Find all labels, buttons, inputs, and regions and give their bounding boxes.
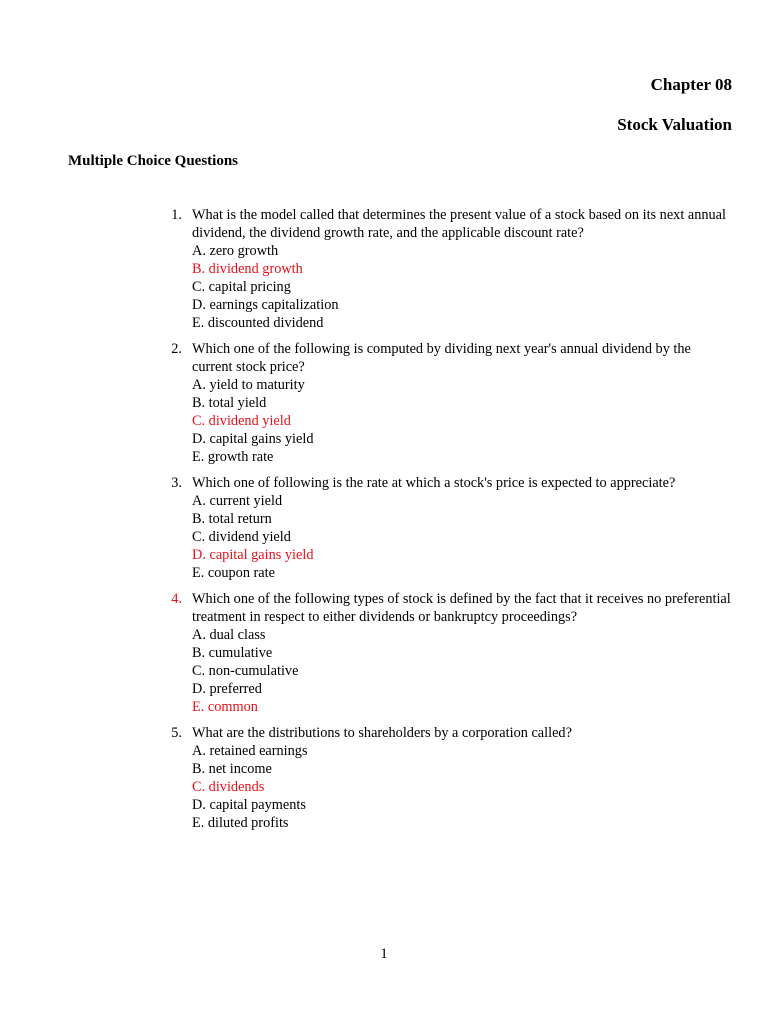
answer-option: C. capital pricing — [192, 279, 291, 295]
answer-option: E. diluted profits — [192, 815, 289, 831]
answer-option: D. capital gains yield — [192, 547, 314, 563]
question-body — [192, 474, 732, 582]
answer-option: E. common — [192, 699, 258, 715]
answer-option: C. dividend yield — [192, 413, 291, 429]
answer-option: A. zero growth — [192, 243, 279, 259]
page-title: Stock Valuation — [617, 115, 732, 134]
answer-option: C. dividends — [192, 779, 265, 795]
answer-option: A. retained earnings — [192, 743, 308, 759]
answer-option: C. non-cumulative — [192, 663, 299, 679]
section-title: Multiple Choice Questions — [68, 153, 239, 169]
question-number: 5. — [171, 725, 182, 741]
answer-option: A. yield to maturity — [192, 377, 305, 393]
question-number: 1. — [171, 207, 182, 223]
question-number: 4. — [171, 591, 182, 607]
page-number: 1 — [380, 946, 388, 962]
question-text: What are the distributions to shareholders by a corporation called? — [192, 725, 572, 741]
question-number: 3. — [171, 475, 182, 491]
question-body — [192, 206, 732, 332]
question-body — [192, 724, 732, 832]
answer-option: D. preferred — [192, 681, 262, 697]
question-body — [192, 340, 732, 466]
question-number: 2. — [171, 341, 182, 357]
answer-option: A. dual class — [192, 627, 266, 643]
chapter-heading: Chapter 08 — [650, 75, 732, 94]
answer-option: B. total return — [192, 511, 272, 527]
question-text: Which one of following is the rate at which a stock's price is expected to appreciate? — [192, 475, 676, 491]
answer-option: E. discounted dividend — [192, 315, 324, 331]
question-list — [160, 206, 732, 840]
answer-option: D. capital payments — [192, 797, 306, 813]
answer-option: D. earnings capitalization — [192, 297, 339, 313]
answer-option: D. capital gains yield — [192, 431, 314, 447]
question-item — [160, 340, 732, 466]
question-item — [160, 206, 732, 332]
answer-option: C. dividend yield — [192, 529, 291, 545]
answer-option: B. dividend growth — [192, 261, 303, 277]
question-text: Which one of the following types of stock is defined by the fact that it receives no preferential treatment in respect to either dividends or bankruptcy proceedings? — [192, 591, 731, 625]
question-text: What is the model called that determines the present value of a stock based on its next annual dividend, the dividend growth rate, and the applicable discount rate? — [192, 207, 726, 241]
question-text: Which one of the following is computed by dividing next year's annual dividend by the current stock price? — [192, 341, 691, 375]
question-body — [192, 590, 732, 716]
answer-option: B. net income — [192, 761, 272, 777]
answer-option: E. coupon rate — [192, 565, 275, 581]
question-item — [160, 474, 732, 582]
question-item — [160, 724, 732, 832]
question-item — [160, 590, 732, 716]
answer-option: A. current yield — [192, 493, 283, 509]
answer-option: B. total yield — [192, 395, 267, 411]
answer-option: B. cumulative — [192, 645, 273, 661]
answer-option: E. growth rate — [192, 449, 274, 465]
